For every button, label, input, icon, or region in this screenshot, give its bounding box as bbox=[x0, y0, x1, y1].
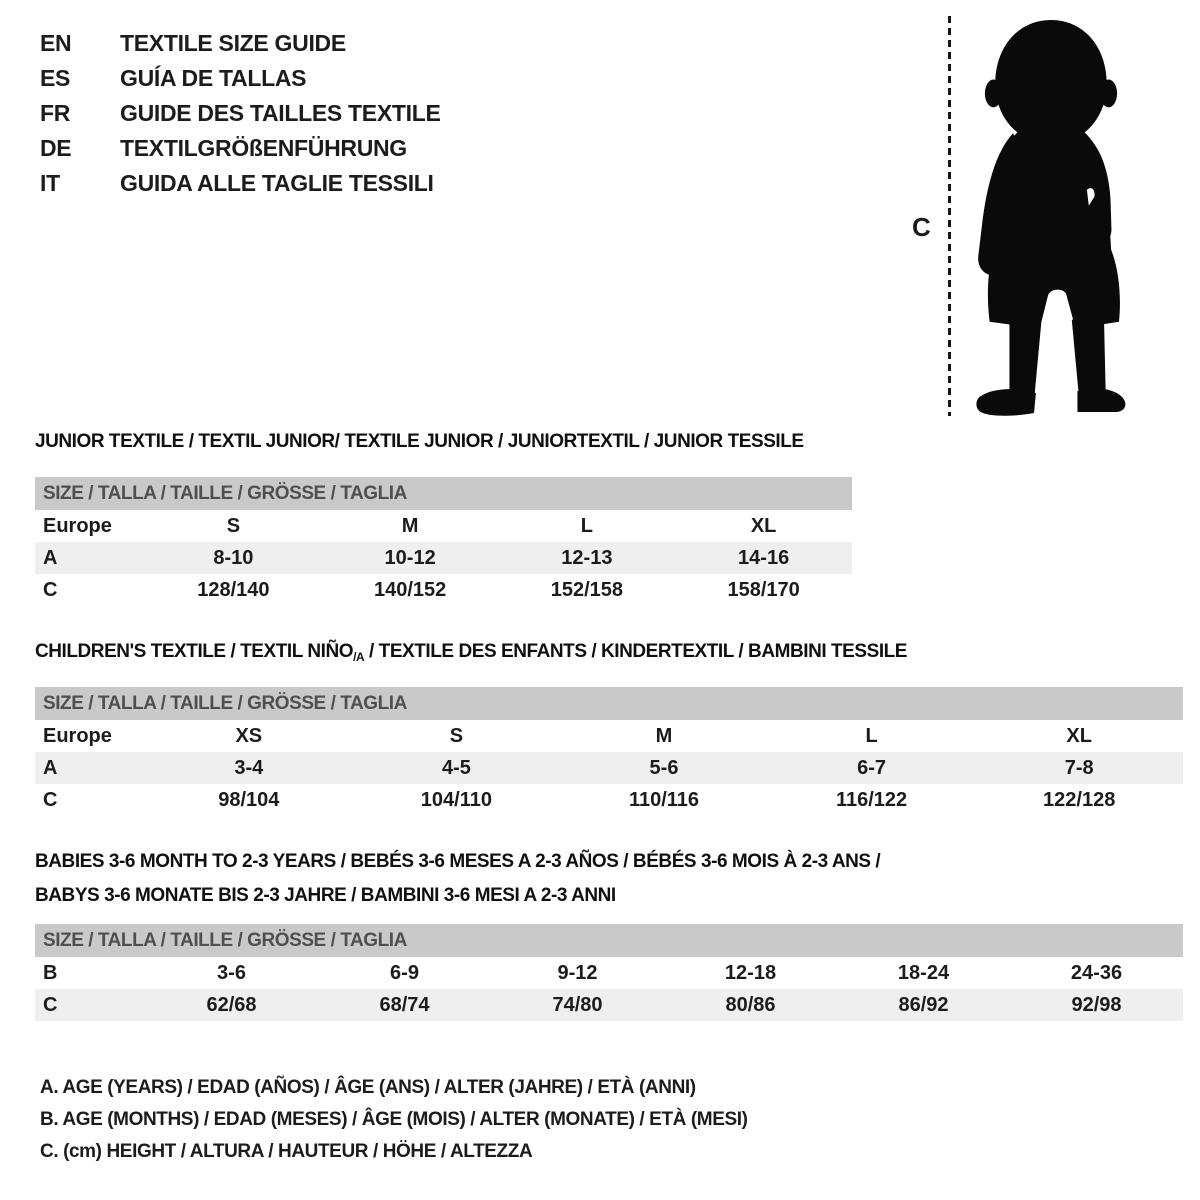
age-cell: 18-24 bbox=[897, 961, 950, 984]
age-cell: 4-5 bbox=[441, 756, 471, 779]
size-table-header: SIZE / TALLA / TAILLE / GRÖSSE / TAGLIA bbox=[35, 687, 1183, 720]
language-code: ES bbox=[40, 65, 71, 91]
language-row-en bbox=[40, 26, 441, 61]
language-row-it bbox=[40, 166, 441, 201]
age-cell: 3-4 bbox=[234, 756, 264, 779]
size-cell: S bbox=[226, 514, 241, 537]
legend-line-b: B. AGE (MONTHS) / EDAD (MESES) / ÂGE (MOIS) / ALTER (MONATE) / ETÀ (MESI) bbox=[40, 1109, 748, 1130]
table-row-age bbox=[35, 542, 852, 574]
row-label: C bbox=[43, 788, 58, 811]
language-label: TEXTILE SIZE GUIDE bbox=[120, 30, 346, 56]
height-cell: 98/104 bbox=[218, 788, 280, 811]
height-cell: 86/92 bbox=[898, 993, 949, 1016]
language-row-fr bbox=[40, 96, 441, 131]
language-label: GUÍA DE TALLAS bbox=[120, 65, 307, 91]
age-cell: 6-9 bbox=[390, 961, 419, 984]
size-table-header: SIZE / TALLA / TAILLE / GRÖSSE / TAGLIA bbox=[35, 924, 1183, 957]
height-cell: 128/140 bbox=[197, 578, 270, 601]
size-cell: M bbox=[655, 724, 673, 747]
table-row-europe bbox=[35, 510, 852, 542]
language-label: TEXTILGRÖßENFÜHRUNG bbox=[120, 135, 407, 161]
table-row-height bbox=[35, 574, 852, 606]
size-cell: XL bbox=[750, 514, 777, 537]
age-cell: 8-10 bbox=[213, 546, 254, 569]
age-cell: 6-7 bbox=[857, 756, 887, 779]
language-row-es bbox=[40, 61, 441, 96]
language-code: FR bbox=[40, 100, 71, 126]
height-measure-dashed-line bbox=[948, 16, 951, 416]
babies-title-line-1: BABIES 3-6 MONTH TO 2-3 YEARS / BEBÉS 3-6 MESES A 2-3 AÑOS / BÉBÉS 3-6 MOIS À 2-3 ANS / bbox=[35, 851, 881, 872]
age-cell: 9-12 bbox=[557, 961, 598, 984]
height-cell: 104/110 bbox=[420, 788, 492, 811]
row-label: C bbox=[43, 993, 58, 1016]
children-title-subscript: /A bbox=[353, 650, 365, 664]
junior-size-table bbox=[35, 477, 852, 606]
table-row-height bbox=[35, 784, 1183, 816]
table-row-age bbox=[35, 752, 1183, 784]
height-cell: 80/86 bbox=[725, 993, 776, 1016]
age-cell: 3-6 bbox=[217, 961, 246, 984]
language-code: DE bbox=[40, 135, 72, 161]
babies-title-line-2: BABYS 3-6 MONATE BIS 2-3 JAHRE / BAMBINI 3-6 MESI A 2-3 ANNI bbox=[35, 885, 616, 906]
children-section-title bbox=[35, 641, 907, 664]
legend-block bbox=[40, 1072, 748, 1168]
size-cell: XS bbox=[235, 724, 263, 747]
size-cell: L bbox=[580, 514, 593, 537]
size-cell: L bbox=[865, 724, 878, 747]
legend-line-c: C. (cm) HEIGHT / ALTURA / HAUTEUR / HÖHE / ALTEZZA bbox=[40, 1141, 533, 1162]
age-cell: 10-12 bbox=[384, 546, 436, 569]
height-cell: 122/128 bbox=[1043, 788, 1116, 811]
height-cell: 62/68 bbox=[206, 993, 257, 1016]
height-cell: 92/98 bbox=[1071, 993, 1122, 1016]
language-label: GUIDE DES TAILLES TEXTILE bbox=[120, 100, 441, 126]
age-cell: 12-18 bbox=[724, 961, 777, 984]
size-cell: S bbox=[449, 724, 464, 747]
table-row-europe bbox=[35, 720, 1183, 752]
age-cell: 14-16 bbox=[738, 546, 790, 569]
junior-section-title: JUNIOR TEXTILE / TEXTIL JUNIOR/ TEXTILE JUNIOR / JUNIORTEXTIL / JUNIOR TESSILE bbox=[35, 431, 804, 452]
babies-section-title bbox=[35, 845, 880, 913]
height-cell: 74/80 bbox=[552, 993, 603, 1016]
children-size-table bbox=[35, 687, 1183, 816]
table-row-age-months bbox=[35, 957, 1183, 989]
size-cell: M bbox=[401, 514, 419, 537]
row-label: B bbox=[43, 961, 58, 984]
row-label: A bbox=[43, 546, 58, 569]
language-row-de bbox=[40, 131, 441, 166]
height-cell: 152/158 bbox=[550, 578, 624, 601]
row-label: Europe bbox=[43, 514, 112, 537]
age-cell: 12-13 bbox=[561, 546, 613, 569]
row-label: A bbox=[43, 756, 58, 779]
toddler-silhouette-icon bbox=[966, 16, 1136, 418]
language-label: GUIDA ALLE TAGLIE TESSILI bbox=[120, 170, 434, 196]
table-row-height bbox=[35, 989, 1183, 1021]
row-label: C bbox=[43, 578, 58, 601]
language-title-block bbox=[40, 26, 441, 201]
age-cell: 7-8 bbox=[1064, 756, 1094, 779]
language-code: IT bbox=[40, 170, 60, 196]
legend-line-a: A. AGE (YEARS) / EDAD (AÑOS) / ÂGE (ANS) / ALTER (JAHRE) / ETÀ (ANNI) bbox=[40, 1077, 696, 1098]
age-cell: 5-6 bbox=[649, 756, 679, 779]
size-table-header: SIZE / TALLA / TAILLE / GRÖSSE / TAGLIA bbox=[35, 477, 852, 510]
babies-size-table bbox=[35, 924, 1183, 1021]
row-label: Europe bbox=[43, 724, 112, 747]
height-cell: 158/170 bbox=[727, 578, 800, 601]
children-title-part: CHILDREN'S TEXTILE / TEXTIL NIÑO bbox=[35, 641, 354, 662]
age-cell: 24-36 bbox=[1070, 961, 1123, 984]
height-cell: 116/122 bbox=[835, 788, 908, 811]
height-cell: 140/152 bbox=[373, 578, 447, 601]
language-code: EN bbox=[40, 30, 72, 56]
height-measure-label-c: C bbox=[912, 212, 931, 242]
children-title-part: / TEXTILE DES ENFANTS / KINDERTEXTIL / BAMBINI TESSILE bbox=[364, 641, 908, 662]
height-cell: 68/74 bbox=[379, 993, 430, 1016]
height-cell: 110/116 bbox=[628, 788, 700, 811]
size-cell: XL bbox=[1066, 724, 1092, 747]
